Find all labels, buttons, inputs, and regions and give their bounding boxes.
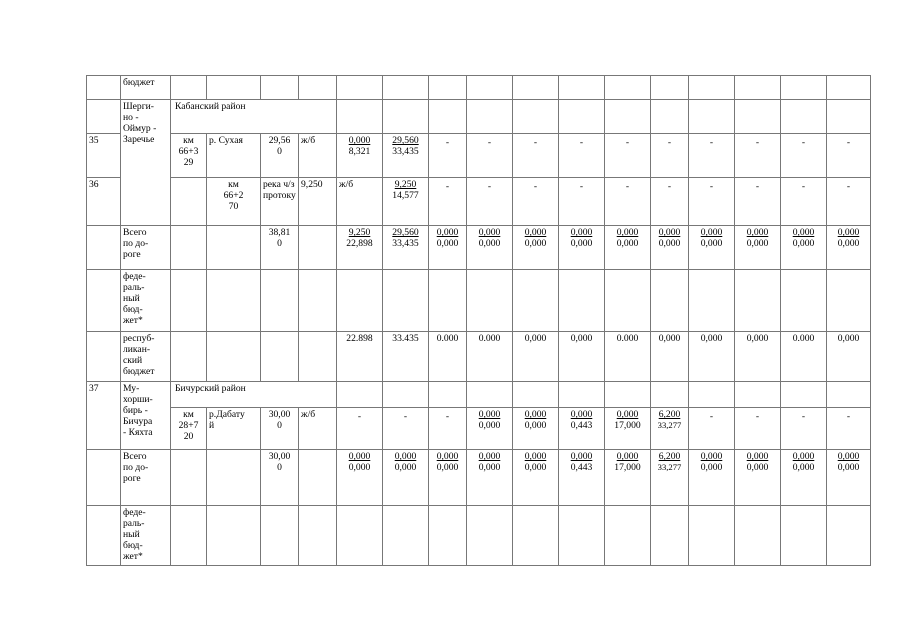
dash-cell: - <box>667 181 672 192</box>
value-cell: 0,000 17,000 <box>605 450 651 506</box>
value-cell: 0,000 0,000 <box>467 408 513 450</box>
dash-cell: - <box>357 411 362 422</box>
value-cell: 0,000 0,000 <box>559 226 605 270</box>
total-label: Всего по до- роге <box>121 226 171 270</box>
value-cell: 0,000 0,000 <box>689 450 735 506</box>
value-cell: 0,000 0,000 <box>513 450 559 506</box>
dash-cell: - <box>445 137 450 148</box>
value-cell: 29,560 33,435 <box>383 226 429 270</box>
value-cell: 29,560 33,435 <box>383 134 429 178</box>
value-cell: 0,000 <box>827 332 871 382</box>
dash-cell: - <box>846 411 851 422</box>
total-label: Всего по до- роге <box>121 450 171 506</box>
value-cell: 0.000 <box>467 332 513 382</box>
value-cell: 0,000 17,000 <box>605 408 651 450</box>
dash-cell: - <box>533 181 538 192</box>
value-cell: 0,000 <box>735 332 781 382</box>
table-row <box>87 76 871 100</box>
dash-cell: - <box>445 181 450 192</box>
river-cell: река ч/з протоку <box>261 178 299 226</box>
value-cell: 0,000 0,000 <box>605 226 651 270</box>
length-cell: 9,250 <box>299 178 337 226</box>
type-cell: ж/б <box>337 178 383 226</box>
federal-budget-label: феде- раль- ный бюд- жет* <box>121 506 171 566</box>
value-cell: 0,000 8,321 <box>337 134 383 178</box>
road-name: Му- хорши- бирь - Бичура - Кяхта <box>121 382 171 450</box>
value-cell: 0,000 0,000 <box>467 450 513 506</box>
dash-cell: - <box>445 411 450 422</box>
value-cell: 0,000 0,000 <box>781 226 827 270</box>
length-cell: 30,00 0 <box>261 450 299 506</box>
value-cell: 0,000 0,000 <box>735 226 781 270</box>
value-cell: 0,000 0,000 <box>735 450 781 506</box>
dash-cell: - <box>846 181 851 192</box>
federal-budget-label: феде- раль- ный бюд- жет* <box>121 270 171 332</box>
value-cell: 6,200 33,277 <box>651 408 689 450</box>
length-cell: 29,56 0 <box>261 134 299 178</box>
dash-cell: - <box>403 411 408 422</box>
dash-cell: - <box>801 411 806 422</box>
value-cell: 0,000 0,000 <box>651 226 689 270</box>
value-cell: 9,250 14,577 <box>383 178 429 226</box>
dash-cell: - <box>579 181 584 192</box>
dash-cell: - <box>846 137 851 148</box>
republic-budget-label: респуб- ликан- ский бюджет <box>121 332 171 382</box>
km-cell: км 66+3 29 <box>171 134 207 178</box>
budget-table <box>86 75 871 566</box>
length-cell: 38,81 0 <box>261 226 299 270</box>
dash-cell: - <box>755 411 760 422</box>
value-cell: 0,000 0,000 <box>827 226 871 270</box>
table-row <box>87 226 871 270</box>
river-cell: р.Дабату й <box>207 408 261 450</box>
value-cell: 33.435 <box>383 332 429 382</box>
value-cell: 0,000 <box>651 332 689 382</box>
value-cell: 0,000 0,000 <box>337 450 383 506</box>
row-number: 35 <box>87 134 121 178</box>
value-cell: 0,000 0,000 <box>689 226 735 270</box>
value-cell: 0,000 0,000 <box>513 408 559 450</box>
table-row <box>87 178 871 226</box>
table-row <box>87 134 871 178</box>
value-cell: 0,000 0,000 <box>467 226 513 270</box>
dash-cell: - <box>625 181 630 192</box>
value-cell: 0,000 0,443 <box>559 450 605 506</box>
road-name: Шерги- но - Оймур - Заречье <box>121 100 171 226</box>
dash-cell: - <box>801 181 806 192</box>
dash-cell: - <box>709 411 714 422</box>
table-row <box>87 332 871 382</box>
dash-cell: - <box>755 137 760 148</box>
value-cell: 0.000 <box>429 332 467 382</box>
value-cell: 0.000 <box>781 332 827 382</box>
value-cell: 0,000 0,000 <box>781 450 827 506</box>
row-number: 37 <box>87 382 121 450</box>
table-row <box>87 450 871 506</box>
km-cell: км 28+7 20 <box>171 408 207 450</box>
row-label: бюджет <box>121 76 171 100</box>
table-row <box>87 100 871 134</box>
dash-cell: - <box>625 137 630 148</box>
row-number: 36 <box>87 178 121 226</box>
dash-cell: - <box>487 137 492 148</box>
dash-cell: - <box>709 137 714 148</box>
district-label: Кабанский район <box>171 100 337 134</box>
dash-cell: - <box>667 137 672 148</box>
district-label: Бичурский район <box>171 382 337 408</box>
value-cell: 0,000 0,000 <box>383 450 429 506</box>
table-row <box>87 506 871 566</box>
river-cell: р. Сухая <box>207 134 261 178</box>
table-row <box>87 382 871 408</box>
dash-cell: - <box>709 181 714 192</box>
value-cell: 0,000 0,000 <box>513 226 559 270</box>
table-row <box>87 270 871 332</box>
dash-cell: - <box>579 137 584 148</box>
value-cell: 0,000 <box>559 332 605 382</box>
type-cell: ж/б <box>299 134 337 178</box>
dash-cell: - <box>487 181 492 192</box>
length-cell: 30,00 0 <box>261 408 299 450</box>
type-cell: ж/б <box>299 408 337 450</box>
km-cell: км 66+2 70 <box>207 178 261 226</box>
value-cell: 22.898 <box>337 332 383 382</box>
value-cell: 9,250 22,898 <box>337 226 383 270</box>
value-cell: 0,000 0,000 <box>429 226 467 270</box>
value-cell: 0,000 <box>513 332 559 382</box>
table-row <box>87 408 871 450</box>
dash-cell: - <box>533 137 538 148</box>
value-cell: 0,000 0,000 <box>827 450 871 506</box>
value-cell: 0.000 <box>605 332 651 382</box>
value-cell: 0,000 <box>689 332 735 382</box>
value-cell: 6,200 33,277 <box>651 450 689 506</box>
value-cell: 0,000 0,000 <box>429 450 467 506</box>
dash-cell: - <box>801 137 806 148</box>
value-cell: 0,000 0,443 <box>559 408 605 450</box>
dash-cell: - <box>755 181 760 192</box>
